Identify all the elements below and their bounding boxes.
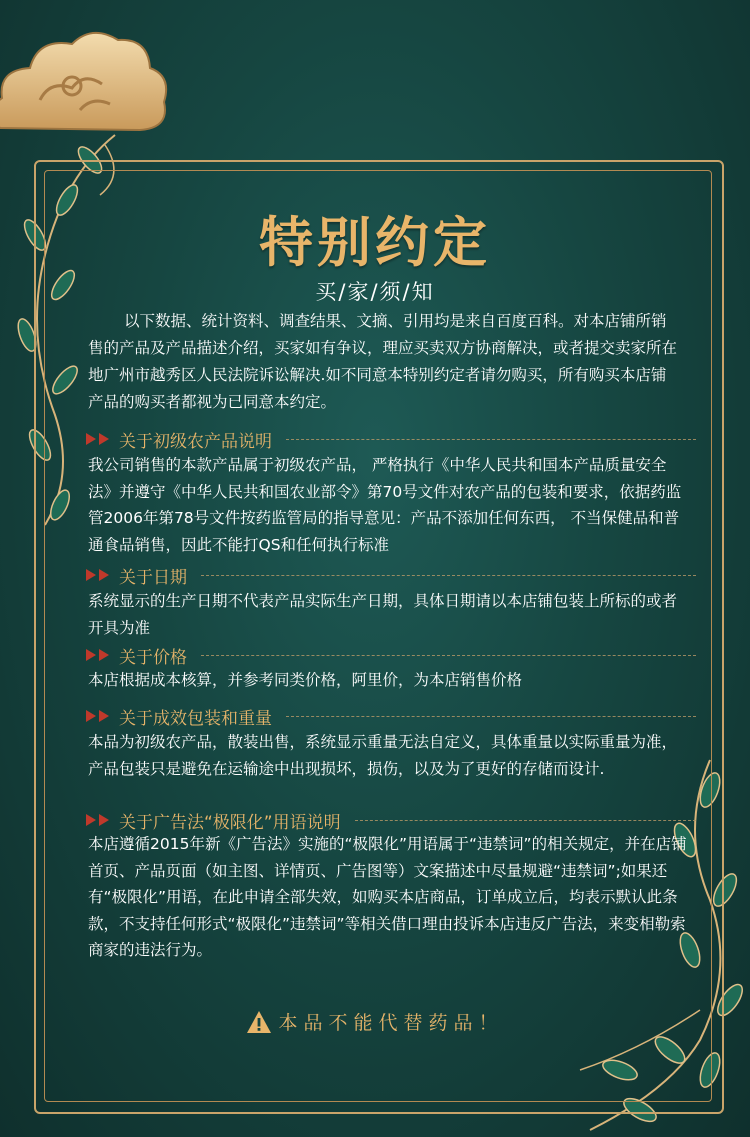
dashed-divider [286, 439, 696, 440]
section-body: 我公司销售的本款产品属于初级农产品， 严格执行《中华人民共和国本产品质量安全法》并遵守《中华人民共和国农业部令》第70号文件对农产品的包装和要求，依据药监管2006年第78号文件按药监管局的指导意见：产品不添加任何东西， 不当保健品和普通食品销售，因此不能打QS和任何执行标准 [88, 456, 682, 554]
section-body: 本店遵循2015年新《广告法》实施的“极限化”用语属于“违禁词”的相关规定，并在店铺首页、产品页面（如主图、详情页、广告图等）文案描述中尽量规避“违禁词”;如果还有“极限化”用语，在此申请全部失效，如购买本店商品，订单成立后，均表示默认此条款，不支持任何形式“极限化”违禁词”等相关借口理由投诉本店违反广告法，来变相勒索商家的违法行为。 [88, 835, 687, 959]
section-heading [86, 562, 696, 588]
section-heading-label: 关于成效包装和重量 [119, 708, 272, 729]
warning-text: 本品不能代替药品！ [278, 1012, 504, 1034]
arrow-icon [99, 569, 109, 581]
section-heading-label: 关于初级农产品说明 [119, 431, 272, 452]
dashed-divider [201, 575, 696, 576]
section-heading [86, 426, 696, 452]
section-body: 系统显示的生产日期不代表产品实际生产日期，具体日期请以本店铺包装上所标的或者开具为准 [88, 592, 678, 637]
arrow-icon [86, 569, 96, 581]
warning-footer [0, 1008, 750, 1035]
section-heading [86, 807, 696, 833]
section-heading-label: 关于广告法“极限化”用语说明 [119, 812, 341, 833]
page-subtitle: 买/家/须/知 [315, 280, 435, 304]
arrow-icon [86, 649, 96, 661]
section-body: 本店根据成本核算，并参考同类价格，阿里价，为本店销售价格 [88, 671, 523, 689]
page-title: 特别约定 [259, 210, 491, 274]
section-heading-label: 关于日期 [119, 567, 187, 588]
dashed-divider [355, 820, 696, 821]
arrow-icon [99, 649, 109, 661]
section-heading-label: 关于价格 [119, 647, 187, 668]
arrow-icon [99, 814, 109, 826]
section-heading [86, 642, 696, 668]
arrow-icon [86, 710, 96, 722]
arrow-icon [99, 433, 109, 445]
arrow-icon [86, 814, 96, 826]
intro-paragraph: 以下数据、统计资料、调查结果、文摘、引用均是来自百度百科。对本店铺所销售的产品及产品描述介绍，买家如有争议，理应买卖双方协商解决，或者提交卖家所在地广州市越秀区人民法院诉讼解决.如不同意本特别约定者请勿购买，所有购买本店铺产品的购买者都视为已同意本约定。 [88, 312, 678, 411]
section-body: 本品为初级农产品，散装出售，系统显示重量无法自定义，具体重量以实际重量为准，产品包装只是避免在运输途中出现损坏，损伤，以及为了更好的存储而设计. [88, 733, 678, 778]
dashed-divider [286, 716, 696, 717]
section-heading [86, 703, 696, 729]
warning-icon [246, 1010, 272, 1034]
arrow-icon [86, 433, 96, 445]
arrow-icon [99, 710, 109, 722]
dashed-divider [201, 655, 696, 656]
